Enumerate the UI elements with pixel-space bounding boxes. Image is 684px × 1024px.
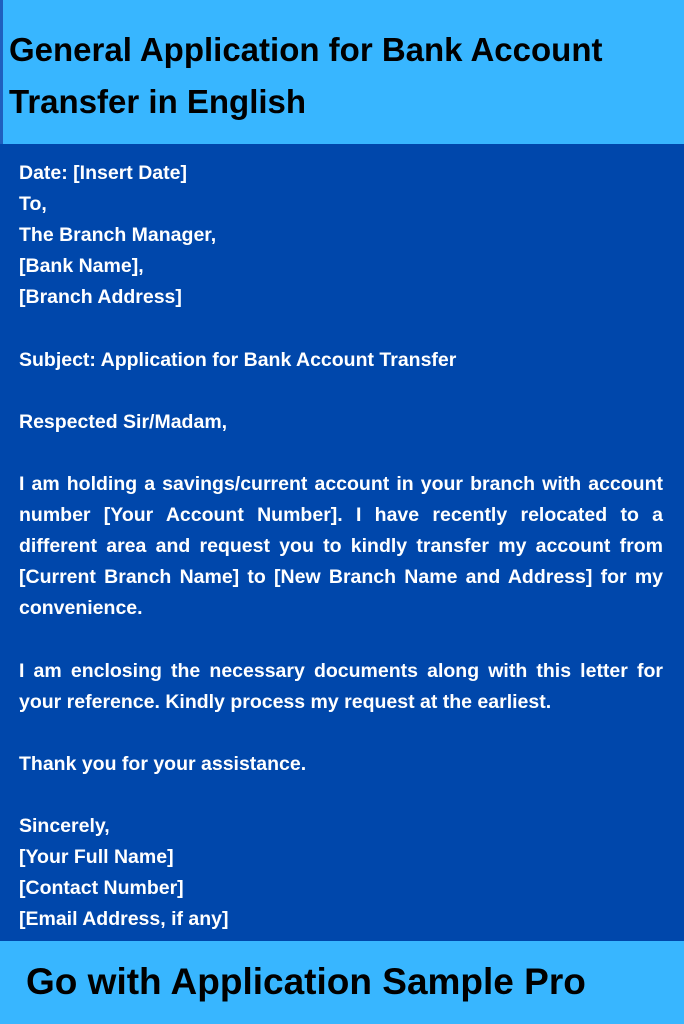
- letter-to: To,: [19, 193, 47, 216]
- spacer: [19, 624, 663, 655]
- spacer: [19, 313, 663, 344]
- spacer: [19, 718, 663, 749]
- letter-date: Date: [Insert Date]: [19, 162, 187, 184]
- spacer: [19, 438, 663, 469]
- letter-bank-name: [Bank Name],: [19, 255, 144, 278]
- letter-subject: Subject: Application for Bank Account Transfer: [19, 348, 457, 371]
- footer-text: Go with Application Sample Pro: [26, 961, 586, 1002]
- spacer: [19, 780, 663, 811]
- spacer: [19, 376, 663, 407]
- letter-branch-address: [Branch Address]: [19, 286, 182, 309]
- letter-salutation: Respected Sir/Madam,: [19, 410, 228, 433]
- letter-full-name: [Your Full Name]: [19, 846, 174, 869]
- letter-body: [0, 144, 684, 941]
- letter-thanks: Thank you for your assistance.: [19, 752, 307, 775]
- letter-contact-number: [Contact Number]: [19, 877, 184, 900]
- page-title: General Application for Bank Account Transfer in English: [9, 31, 603, 120]
- page-footer: [0, 941, 684, 1024]
- letter-closing: Sincerely,: [19, 814, 110, 837]
- letter-email: [Email Address, if any]: [19, 908, 229, 931]
- page-header: [0, 0, 684, 144]
- letter-paragraph-1: I am holding a savings/current account in your branch with account number [Your Account Number]. I have recently relocated to a different area and request you to kindly transfer my account from [Current Branch Name] to [New Branch Name and Address] for my convenience.: [19, 472, 663, 620]
- letter-paragraph-2: I am enclosing the necessary documents along with this letter for your reference. Kindly process my request at the earliest.: [19, 659, 663, 713]
- letter-recipient: The Branch Manager,: [19, 224, 217, 247]
